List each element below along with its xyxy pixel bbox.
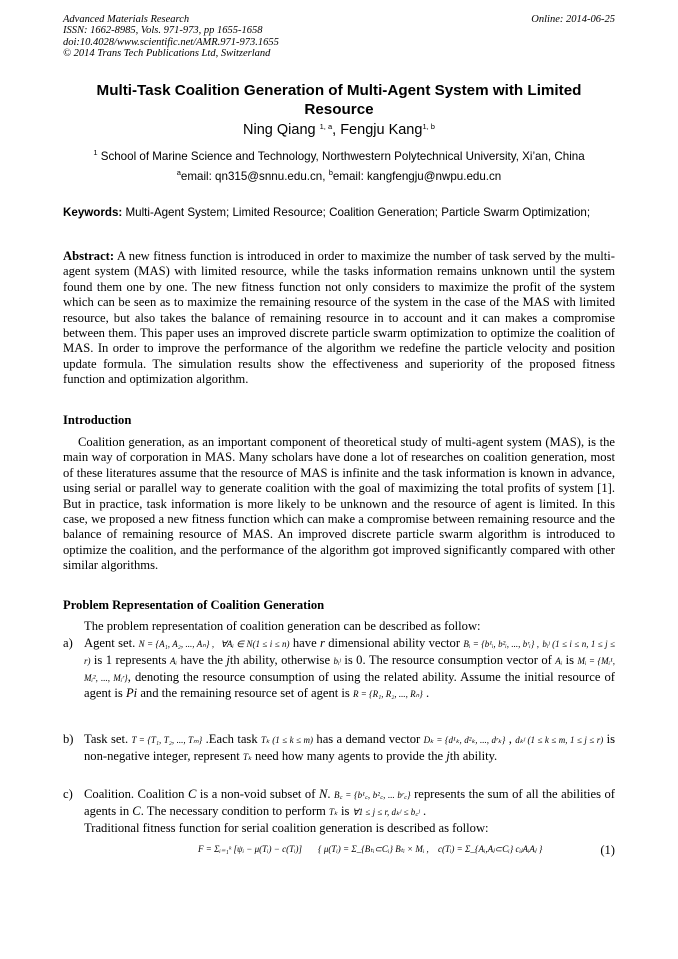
item-a-t7: is 0. The resource consumption vector of	[340, 652, 556, 667]
item-a-t9: , denoting the resource consumption of using the related ability. Assume the initial resource of agent is	[84, 669, 615, 701]
affiliation	[63, 150, 615, 163]
item-b-t4: ,	[505, 732, 516, 746]
ability-vector-math: Bᵢ = {b¹ᵢ, b²ᵢ, ..., bʳᵢ} ,	[463, 639, 539, 649]
email-a: email: qn315@snnu.edu.cn,	[180, 170, 329, 183]
keywords-label: Keywords:	[63, 206, 123, 219]
item-a-label: a)	[63, 636, 73, 650]
demand-element-math: dₖʲ (1 ≤ k ≤ m, 1 ≤ j ≤ r)	[515, 735, 604, 745]
affiliation-sup: 1	[93, 148, 98, 157]
affiliation-text: School of Marine Science and Technology, Northwestern Polytechnical University, Xi’an, China	[97, 150, 585, 163]
agent-forall-math: ∀Aᵢ ∈ N(1 ≤ i ≤ n)	[220, 639, 290, 649]
item-c-t4: represents the sum of all the abilities of agents in	[84, 787, 615, 818]
item-b-t1: Task set.	[84, 732, 132, 746]
item-b-t6: need how many agents to provide the	[251, 748, 447, 763]
item-c-t2: is a non-void subset of	[196, 787, 319, 801]
task-tk-math-2: Tₖ	[242, 751, 252, 762]
agent-ai-math-2: Aᵢ	[555, 655, 563, 666]
item-c-C2: C	[132, 803, 141, 818]
condition-math: ∀1 ≤ j ≤ r, dₖʲ ≤ b꜀ʲ	[352, 806, 420, 817]
abstract-text: A new fitness function is introduced in order to maximize the number of task served by the multi-agent system (MAS) with limited resource, while the tasks information remains unknown until the system found them one by one. The new fitness function not only considers to maximize the profit of the system which can be seen as to maximize the remaining resource of the system in the case of the MAS with limited resource, but also takes the balance of remaining resource in to account and it can makes a compromise between them. This paper uses an improved discrete particle swarm optimization to optimize the coalition of MAS. In order to improve the performance of the algorithm we redefine the particle velocity and position update formula. The simulation results show the effectiveness and superiority of the proposed fitness function and optimization algorithm.	[63, 249, 615, 387]
author-1-name: Ning Qiang	[243, 122, 316, 138]
problem-intro: The problem representation of coalition generation can be described as follow:	[84, 619, 481, 633]
problem-heading: Problem Representation of Coalition Generation	[63, 598, 325, 612]
remaining-set-math: R = {R₁, R₂, ..., Rₙ}	[352, 689, 423, 700]
item-a-t4: is 1 represents	[90, 652, 170, 667]
item-b-t2: .Each task	[202, 732, 261, 746]
equation-number: (1)	[600, 843, 615, 857]
ability-element-math: bᵢʲ (1 ≤ i ≤ n, 1 ≤ j ≤ r)	[84, 639, 616, 666]
item-a-t1: Agent set.	[84, 636, 139, 650]
consumption-vector-math: Mᵢ = {Mᵢ¹, Mᵢ², ..., Mᵢʳ}	[84, 655, 616, 683]
author-2-sup: 1, b	[422, 122, 435, 131]
item-c-t1: Coalition. Coalition	[84, 787, 188, 801]
item-c-C: C	[187, 787, 197, 801]
item-a-t8: is	[562, 652, 578, 667]
author-line	[63, 122, 615, 138]
item-a-t6: th ability, otherwise	[229, 652, 334, 667]
item-c-N: N	[318, 787, 328, 801]
item-c-label: c)	[63, 787, 73, 801]
item-b-label: b)	[63, 732, 74, 746]
journal-name: Advanced Materials Research	[63, 14, 190, 25]
task-tk-math: Tₖ (1 ≤ k ≤ m)	[261, 735, 314, 745]
item-c-t6: is	[337, 803, 353, 818]
equation-c: c(Tᵢ) = Σ_{Aᵢ,Aⱼ⊂Cᵢ} cᵢⱼAᵢAⱼ }	[438, 844, 543, 854]
item-b-j: j	[446, 748, 450, 763]
item-a-r: r	[319, 636, 325, 650]
email-a-sup: a	[176, 168, 181, 177]
abstract	[63, 249, 615, 388]
item-a-t11: .	[422, 686, 430, 701]
abstract-label: Abstract:	[63, 249, 115, 263]
emails	[63, 170, 615, 183]
author-separator: ,	[332, 122, 341, 138]
item-a-pi: Pi	[125, 686, 138, 701]
item-b-t3: has a demand vector	[313, 732, 424, 746]
item-a	[63, 636, 615, 703]
equation-lhs: F = Σᵢ₌₁ᵏ [ψᵢ − μ(Tᵢ) − c(Tᵢ)]	[198, 844, 303, 854]
item-a-j: j	[226, 652, 230, 667]
author-1-sup: 1, a	[319, 122, 333, 131]
keywords-text: Multi-Agent System; Limited Resource; Coalition Generation; Particle Swarm Optimization;	[122, 206, 591, 219]
email-b: email: kangfengju@nwpu.edu.cn	[332, 170, 502, 183]
item-b-t7: th ability.	[449, 748, 498, 763]
coalition-ability-math: B꜀ = {b¹꜀, b²꜀, ... bʳ꜀}	[334, 790, 411, 800]
item-c-t5: . The necessary condition to perform	[140, 803, 329, 818]
item-c-t3: .	[327, 787, 335, 801]
intro-heading: Introduction	[63, 413, 132, 427]
item-b-text	[84, 732, 615, 766]
ability-bij-math: bᵢʲ	[333, 655, 341, 666]
item-c	[63, 787, 615, 836]
agent-ai-math: Aᵢ	[170, 655, 177, 666]
item-c-text	[84, 787, 615, 821]
traditional-fitness-intro: Traditional fitness function for serial coalition generation is described as follow:	[84, 820, 489, 835]
item-a-t10: and the remaining resource set of agent is	[137, 686, 353, 701]
item-a-t3: dimensional ability vector	[324, 636, 464, 650]
equation-mu: { μ(Tᵢ) = Σ_{Bₜᵢ⊂Cᵢ} Bₜᵢ × Mᵢ ,	[318, 844, 429, 854]
agent-set-math: N = {A₁, A₂, ..., Aₙ} ,	[138, 639, 215, 649]
issn-line: ISSN: 1662-8985, Vols. 971-973, pp 1655-1658	[63, 25, 263, 37]
task-set-math: T = {T₁, T₂, ..., Tₘ}	[131, 735, 203, 745]
item-b	[63, 732, 615, 766]
item-c-t7: .	[419, 803, 427, 818]
item-a-t5: have the	[176, 652, 227, 667]
task-tk-math-3: Tₖ	[328, 806, 338, 817]
intro-paragraph: Coalition generation, as an important component of theoretical study of multi-agent system (MAS), is the main way of corporation in MAS. Many scholars have done a lot of researches on coalition generation, most of these literatures assume that the resource of MAS is infinite and the task information is known in advance, using serial or parallel way to generate coalition with the goal of maximizing the total profits of system [1]. But in practice, task information is more likely to be unknown and the resource of agent is limited. In this case, we proposed a new fitness function which can make a compromise between remaining resource and the balance of remaining resource of MAS. An improved discrete particle swarm algorithm is introduced to optimize the coalition, and the performance of the algorithm got improved significantly compared with other similar algorithms.	[63, 435, 615, 573]
author-2-name: Fengju Kang	[340, 122, 423, 138]
doi-line: doi:10.4028/www.scientific.net/AMR.971-973.1655	[63, 36, 279, 48]
online-date: Online: 2014-06-25	[531, 14, 615, 25]
keywords	[63, 205, 615, 220]
copyright-line: © 2014 Trans Tech Publications Ltd, Switzerland	[63, 48, 271, 60]
paper-title: Multi-Task Coalition Generation of Multi-Agent System with Limited Resource	[96, 82, 582, 118]
item-b-t5: is non-negative integer, represent	[84, 732, 615, 763]
item-a-text	[84, 636, 615, 703]
item-a-t2: have	[289, 636, 320, 650]
email-b-sup: b	[328, 168, 333, 177]
demand-vector-math: Dₖ = {d¹ₖ, d²ₖ, ..., dʳₖ}	[423, 735, 506, 745]
journal-header	[63, 14, 279, 60]
